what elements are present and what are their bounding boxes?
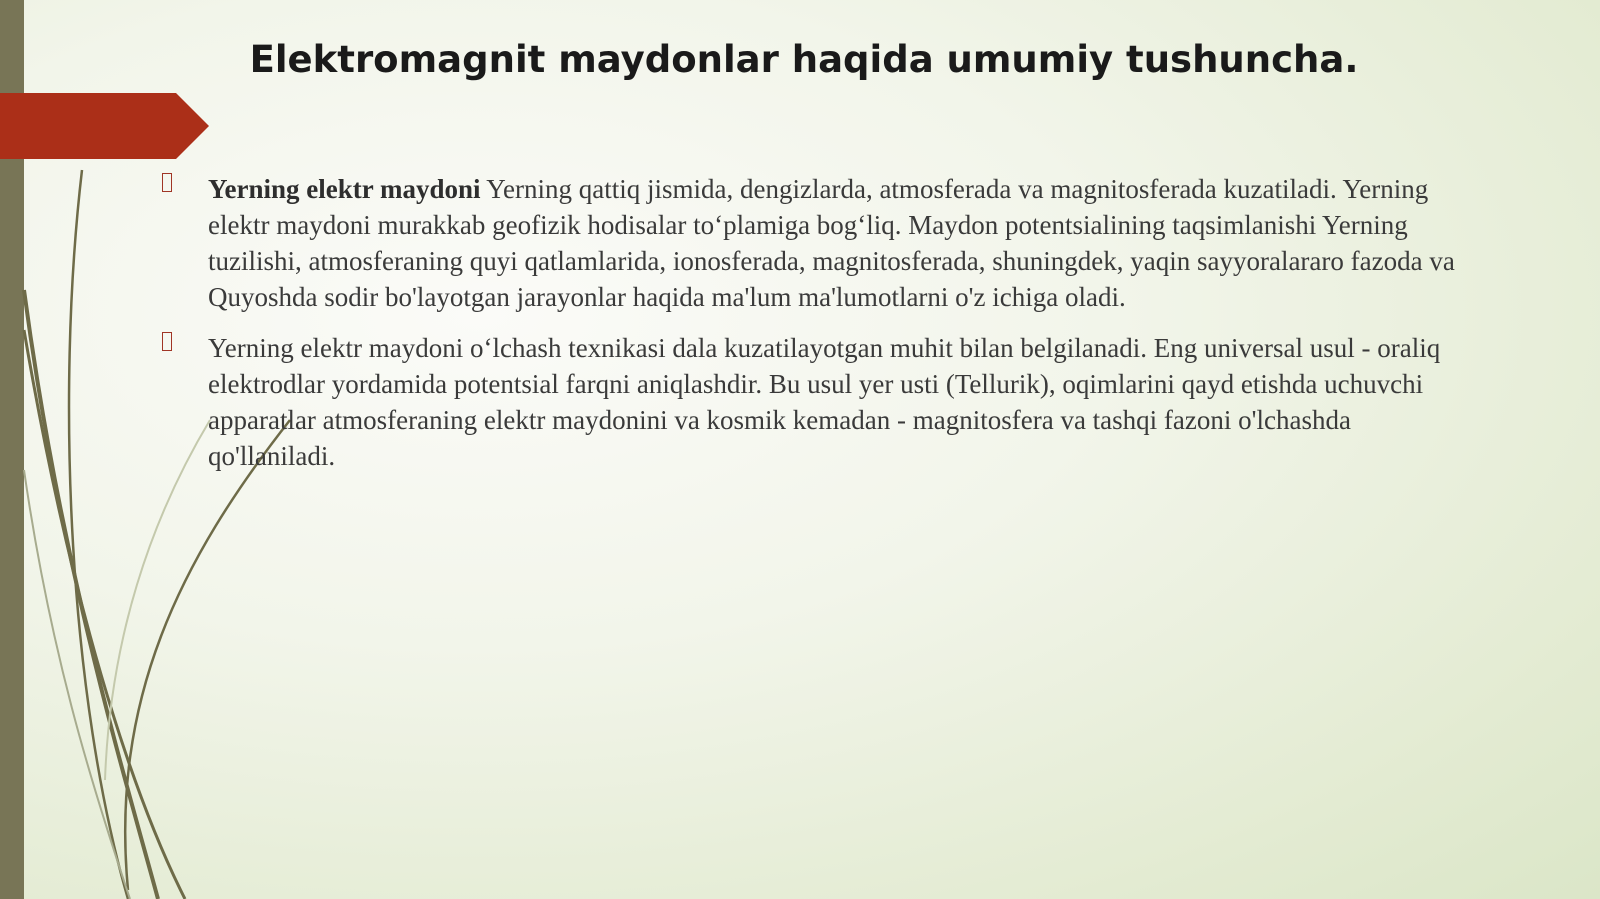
bullet-lead-text: Yerning elektr maydoni (208, 174, 481, 204)
slide-title: Elektromagnit maydonlar haqida umumiy tushuncha. (249, 38, 1359, 81)
bullet-text: Yerning elektr maydoni o‘lchash texnikasi dala kuzatilayotgan muhit bilan belgilanadi. Eng universal usul - oraliq elektrodlar yordamida potentsial farqni aniqlashdir. Bu usul yer usti (Tellurik), oqimlarini qayd etishda uchuvchi apparatlar atmosferaning elektr maydonini va kosmik kemadan - magnitosfera va tashqi fazoni o'lchashda qo'llaniladi. (208, 333, 1441, 471)
slide-body (162, 171, 1462, 489)
curve-line (24, 290, 158, 899)
bullet-item (162, 330, 1462, 474)
bullet-text: Yerning qattiq jismida, dengizlarda, atmosferada va magnitosferada kuzatiladi. Yerning elektr maydoni murakkab geofizik hodisalar to‘plamiga bog‘liq. Maydon potentsialining taqsimlanishi Yerning tuzilishi, atmosferaning quyi qatlamlarida, ionosferada, magnitosferada, shuningdek, yaqin sayyoralararo fazoda va Quyoshda sodir bo'layotgan jarayonlar haqida ma'lum ma'lumotlarni o'z ichiga oladi. (208, 174, 1455, 312)
bullet-item (162, 171, 1462, 315)
bullet-box-icon (162, 173, 172, 192)
red-arrow-banner (0, 93, 209, 159)
curve-line (24, 330, 185, 899)
bullet-box-icon (162, 332, 172, 351)
curve-line (69, 170, 128, 899)
